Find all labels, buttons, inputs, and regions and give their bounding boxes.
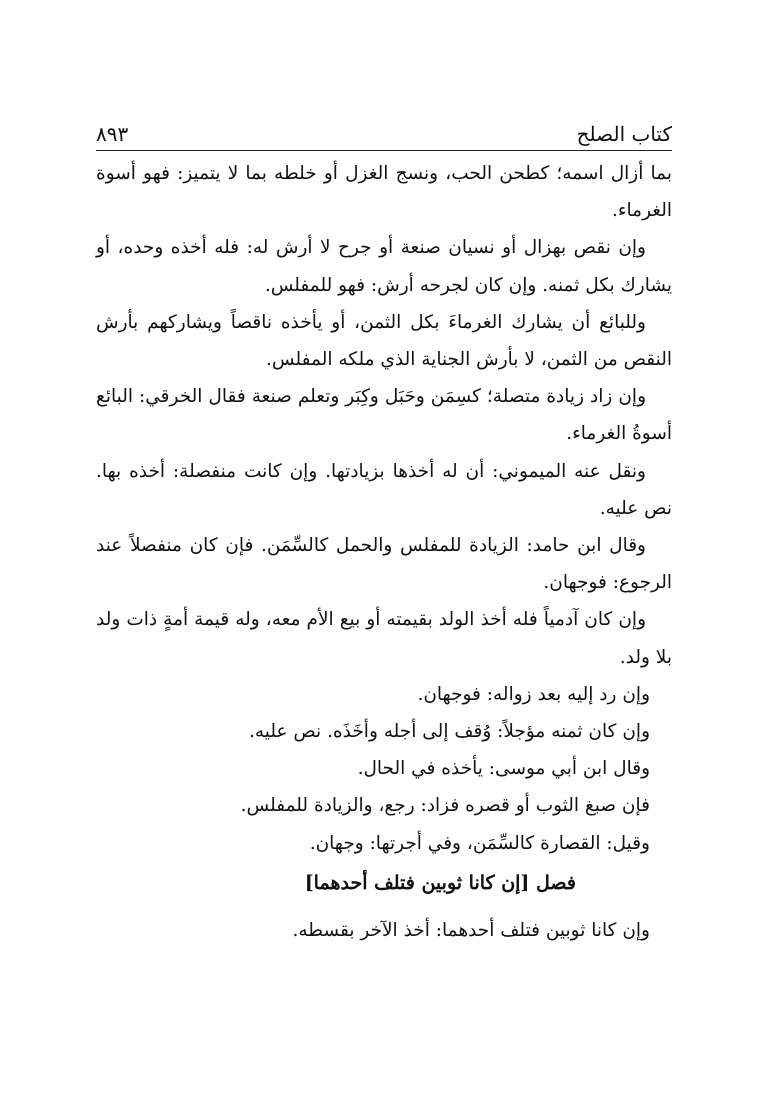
short-line: فإن صبغ الثوب أو قصره فزاد: رجع، والزيادة للمفلس. <box>240 795 650 817</box>
paragraph: وإن كانا ثوبين فتلف أحدهما: أخذ الآخر بقسطه. <box>292 919 650 941</box>
page-body <box>96 155 672 949</box>
page-number: ٨٩٣ <box>96 122 129 146</box>
paragraph: ونقل عنه الميموني: أن له أخذها بزيادتها. وإن كانت منفصلة: أخذه بها. نص عليه. <box>96 460 672 519</box>
short-line: وإن رد إليه بعد زواله: فوجهان. <box>417 683 650 705</box>
paragraph: وإن نقص بهزال أو نسيان صنعة أو جرح لا أرش له: فله أخذه وحده، أو يشارك بكل ثمنه. وإن كان لجرحه أرش: فهو للمفلس. <box>96 237 672 296</box>
running-title: كتاب الصلح <box>576 122 672 146</box>
paragraph: بما أزال اسمه؛ كطحن الحب، ونسج الغزل أو خلطه بما لا يتميز: فهو أسوة الغرماء. <box>96 163 672 222</box>
paragraph: وإن كان آدمياً فله أخذ الولد بقيمته أو بيع الأم معه، وله قيمة أمةٍ ذات ولد بلا ولد. <box>96 609 672 668</box>
section-heading: فصل [إن كانا ثوبين فتلف أحدهما] <box>304 871 576 894</box>
book-page <box>96 110 672 949</box>
short-line: وإن كان ثمنه مؤجلاً: وُقف إلى أجله وأخَذَه. نص عليه. <box>248 721 650 743</box>
paragraph: وقال ابن حامد: الزيادة للمفلس والحمل كالسِّمَن. فإن كان منفصلاً عند الرجوع: فوجهان. <box>96 535 672 594</box>
paragraph: وللبائع أن يشارك الغرماءَ بكل الثمن، أو يأخذه ناقصاً ويشاركهم بأرش النقص من الثمن، لا بأرش الجناية الذي ملكه المفلس. <box>96 311 672 371</box>
short-line: وقيل: القصارة كالسِّمَن، وفي أجرتها: وجهان. <box>309 832 650 854</box>
short-line: وقال ابن أبي موسى: يأخذه في الحال. <box>357 758 650 780</box>
paragraph: وإن زاد زيادة متصلة؛ كسِمَن وحَبَل وكِبَر وتعلم صنعة فقال الخرقي: البائع أسوةُ الغرماء. <box>96 386 672 445</box>
page-header <box>96 110 672 151</box>
